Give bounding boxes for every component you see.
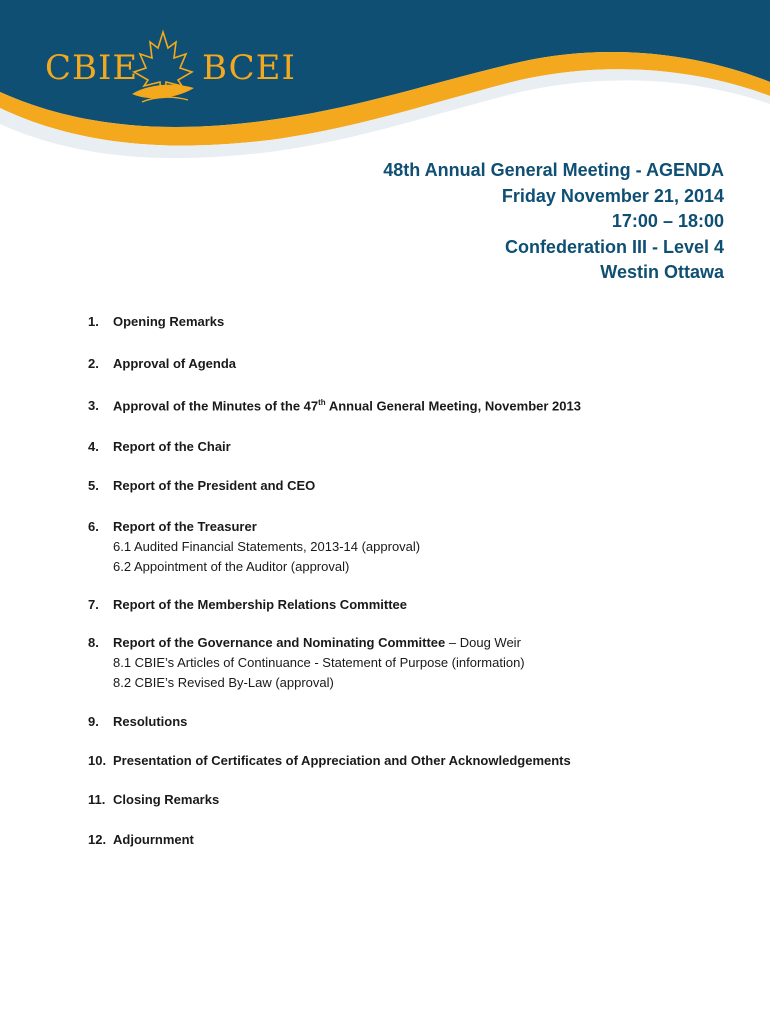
maple-leaf-icon xyxy=(128,28,198,108)
meeting-venue: Westin Ottawa xyxy=(600,262,724,282)
sub-item: 6.2 Appointment of the Auditor (approval) xyxy=(113,559,350,574)
meeting-room: Confederation III - Level 4 xyxy=(504,236,724,257)
logo-cbie: CBIE xyxy=(45,48,139,88)
sub-item: 8.1 CBIE’s Articles of Continuance - Statement of Purpose (information) xyxy=(113,655,525,670)
meeting-date: Friday November 21, 2014 xyxy=(501,185,724,206)
sub-item: 8.2 CBIE’s Revised By-Law (approval) xyxy=(113,675,334,690)
meeting-time: 17:00 – 18:00 xyxy=(611,211,724,231)
sub-item: 6.1 Audited Financial Statements, 2013-14 (approval) xyxy=(113,539,421,554)
meeting-title: 48th Annual General Meeting - AGENDA xyxy=(383,160,724,180)
logo-bcei: BCEI xyxy=(202,48,296,88)
agenda-header xyxy=(383,158,724,286)
